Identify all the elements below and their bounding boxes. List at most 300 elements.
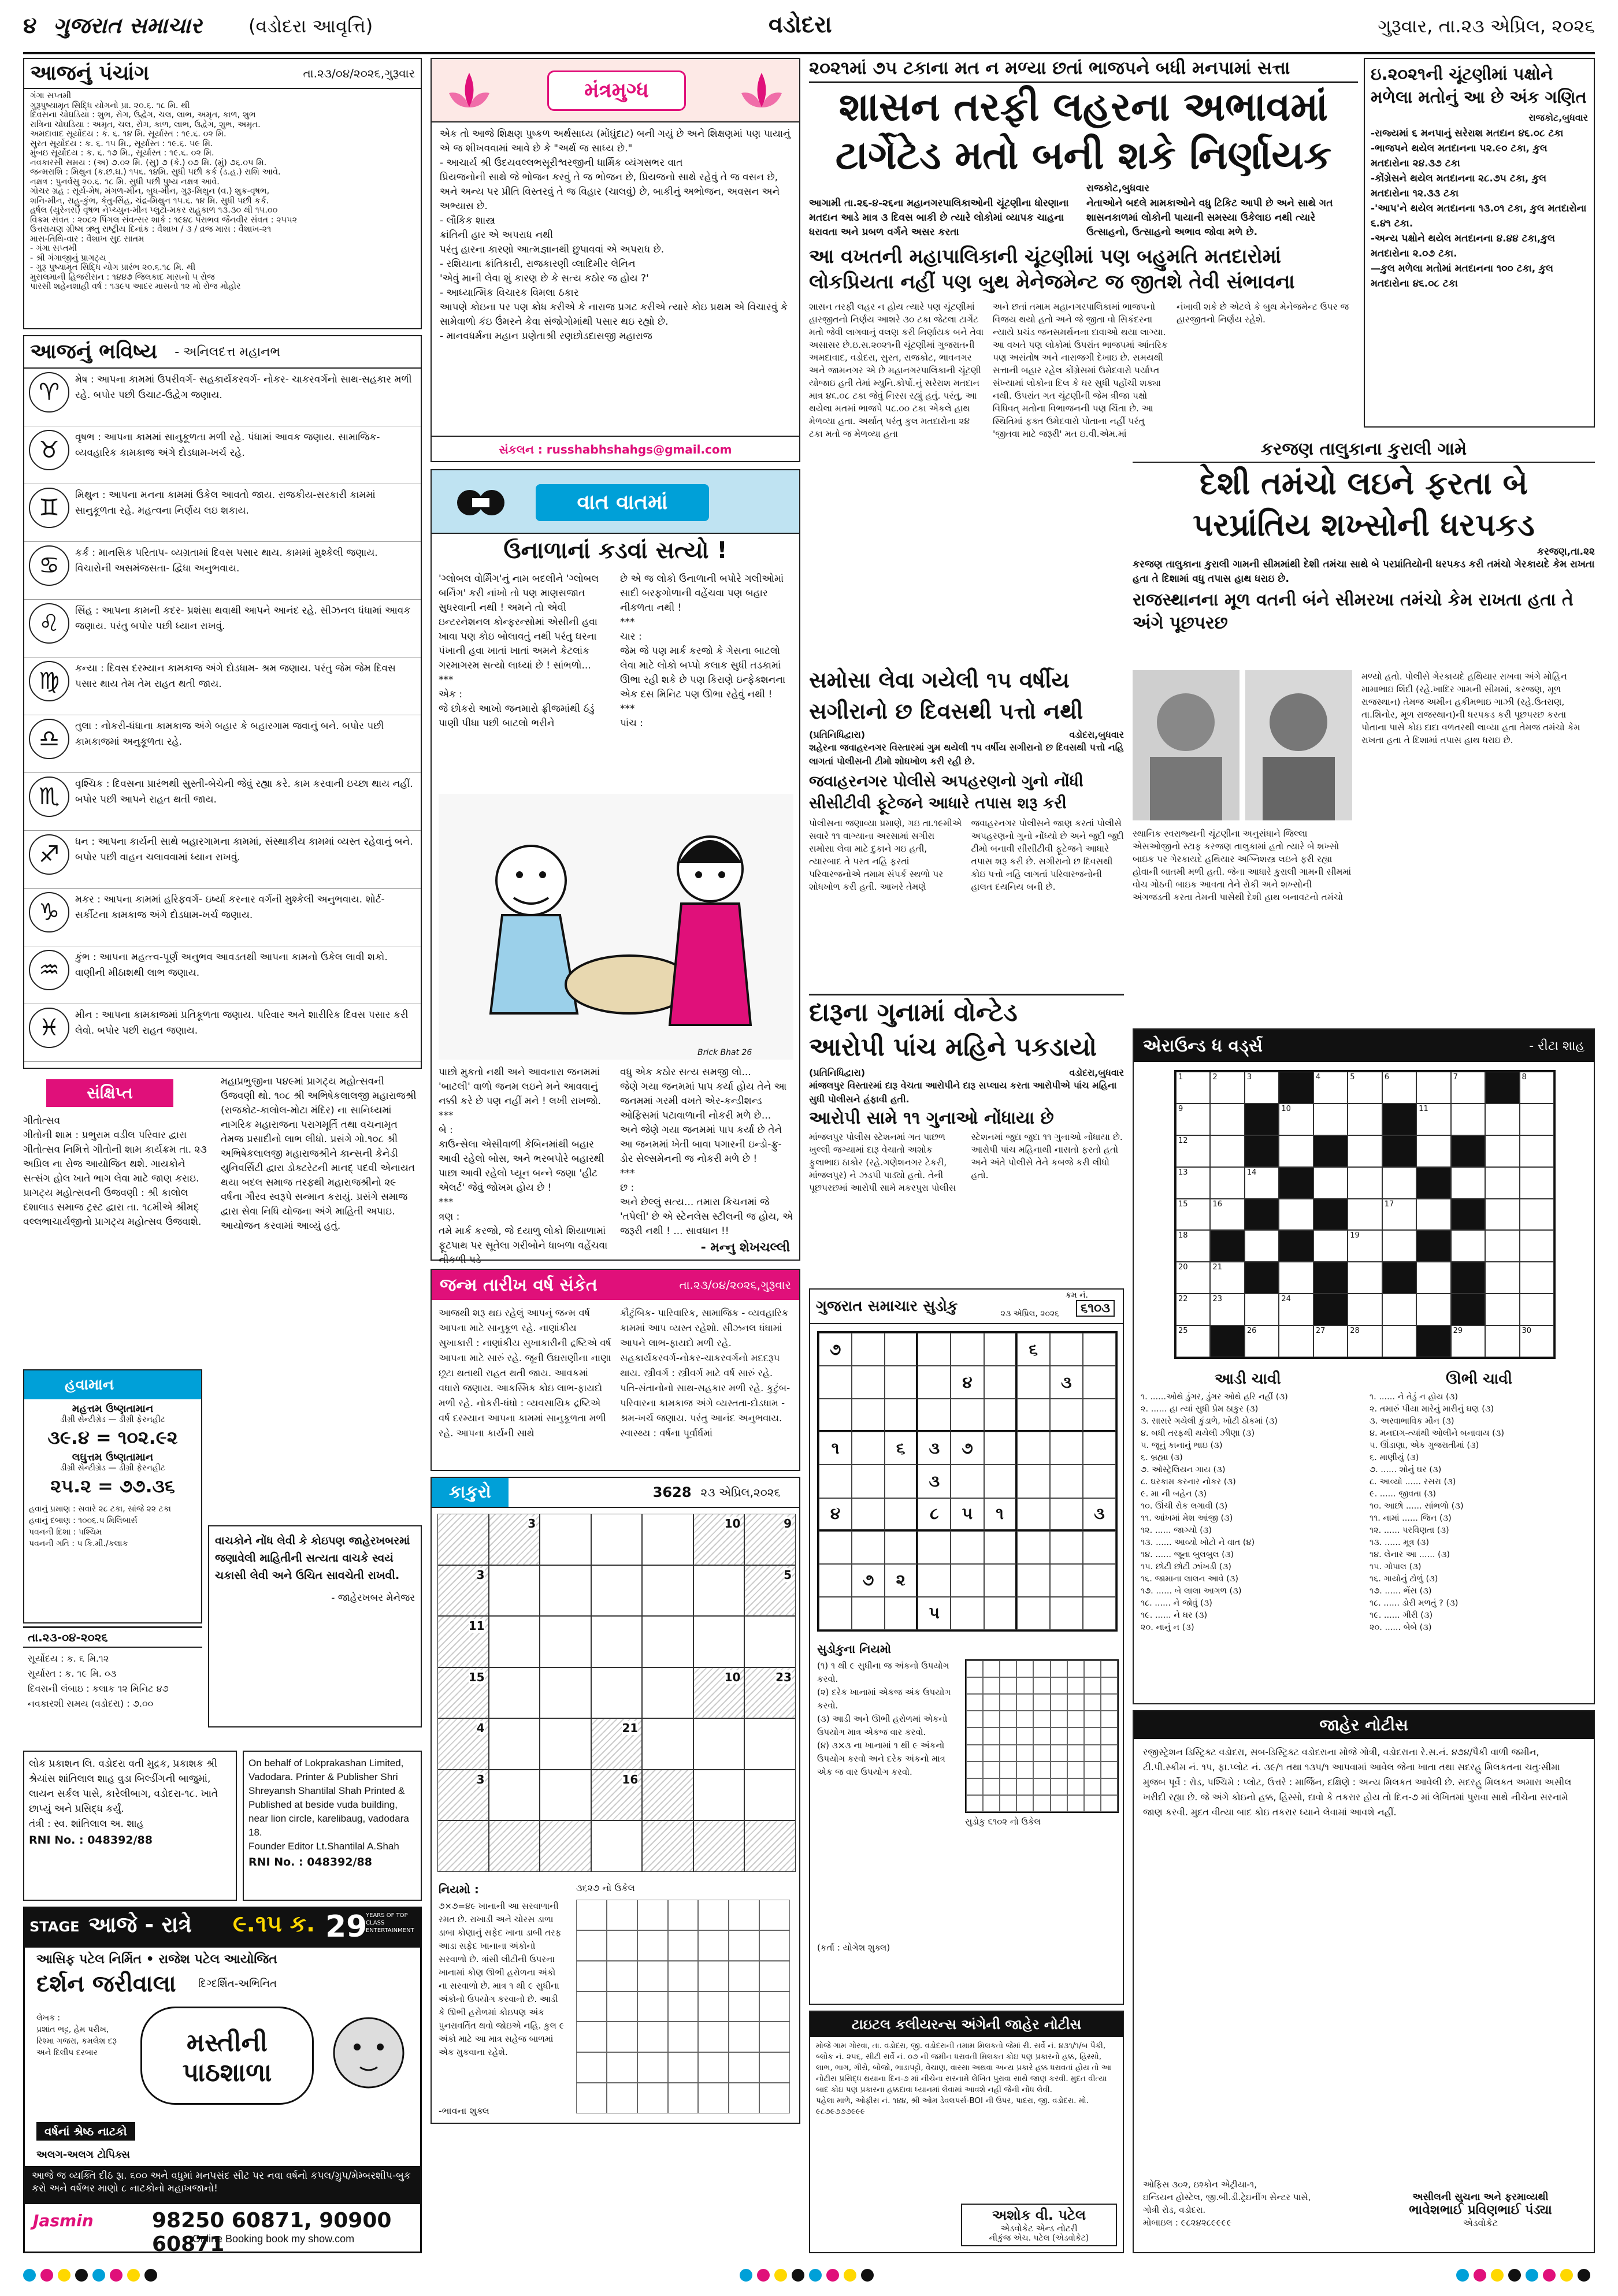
- kakuro-cell[interactable]: [540, 1770, 591, 1821]
- crossword-cell[interactable]: [1348, 1167, 1382, 1199]
- sudoku-cell[interactable]: [885, 1531, 918, 1564]
- crossword-cell[interactable]: [1348, 1294, 1382, 1325]
- kakuro-cell[interactable]: [744, 1616, 796, 1667]
- crossword-cell[interactable]: [1313, 1230, 1348, 1262]
- crossword-cell[interactable]: [1210, 1294, 1244, 1325]
- sudoku-cell[interactable]: [1050, 1333, 1083, 1366]
- crossword-cell[interactable]: [1485, 1167, 1519, 1199]
- kakuro-answer-cell: [698, 2052, 729, 2083]
- crossword-cell[interactable]: [1382, 1199, 1416, 1231]
- sudoku-cell[interactable]: [918, 1399, 951, 1432]
- sudoku-cell[interactable]: ૬: [1017, 1333, 1050, 1366]
- sudoku-cell[interactable]: [885, 1498, 918, 1531]
- kakuro-cell[interactable]: [540, 1514, 591, 1565]
- sudoku-cell[interactable]: [1083, 1531, 1116, 1564]
- crossword-cell[interactable]: [1245, 1325, 1279, 1357]
- sudoku-cell[interactable]: [984, 1465, 1017, 1498]
- sudoku-answer-cell: [983, 1711, 1000, 1727]
- crossword-cell[interactable]: [1416, 1325, 1450, 1357]
- crossword-cell[interactable]: [1416, 1199, 1450, 1231]
- sudoku-cell[interactable]: [852, 1465, 885, 1498]
- crossword-cell[interactable]: [1210, 1262, 1244, 1294]
- crossword-cell[interactable]: [1520, 1104, 1554, 1135]
- sudoku-answer-cell: [1033, 1762, 1050, 1778]
- crossword-cell[interactable]: [1176, 1199, 1210, 1231]
- sudoku-cell[interactable]: [984, 1531, 1017, 1564]
- sudoku-cell[interactable]: [1050, 1465, 1083, 1498]
- horoscope-item: [24, 484, 421, 542]
- kakuro-cell[interactable]: [437, 1770, 489, 1821]
- crossword-cell[interactable]: [1176, 1135, 1210, 1167]
- sudoku-cell[interactable]: [984, 1333, 1017, 1366]
- sudoku-title: ગુજરાત સમાચાર સુડોકુ: [816, 1297, 958, 1315]
- kakuro-cell[interactable]: [437, 1718, 489, 1770]
- sudoku-cell[interactable]: [1050, 1597, 1083, 1630]
- crossword-clue-number: 27: [1315, 1327, 1326, 1336]
- kakuro-cell[interactable]: [693, 1821, 745, 1872]
- kakuro-cell[interactable]: [489, 1718, 540, 1770]
- sudoku-answer-cell: [1084, 1660, 1101, 1677]
- kakuro-cell[interactable]: [591, 1514, 643, 1565]
- crossword-cell[interactable]: [1210, 1072, 1244, 1104]
- sudoku-cell[interactable]: [984, 1366, 1017, 1399]
- kakuro-cell[interactable]: [540, 1565, 591, 1617]
- sudoku-cell[interactable]: [918, 1531, 951, 1564]
- kakuro-grid[interactable]: [437, 1514, 796, 1872]
- crossword-cell[interactable]: [1382, 1135, 1416, 1167]
- accused-photo-2: [1245, 670, 1352, 820]
- sudoku-cell[interactable]: [984, 1564, 1017, 1597]
- sudoku-answer-cell: [1016, 1778, 1033, 1795]
- sudoku-cell[interactable]: ૩: [1050, 1366, 1083, 1399]
- crossword-cell[interactable]: [1416, 1230, 1450, 1262]
- sudoku-cell[interactable]: [852, 1432, 885, 1465]
- crossword-cell[interactable]: [1279, 1135, 1313, 1167]
- color-swatch: [110, 2269, 123, 2282]
- crossword-cell[interactable]: [1176, 1294, 1210, 1325]
- kakuro-cell[interactable]: [437, 1667, 489, 1719]
- kakuro-cell[interactable]: [642, 1514, 693, 1565]
- kakuro-cell[interactable]: [642, 1718, 693, 1770]
- sudoku-cell[interactable]: [1083, 1465, 1116, 1498]
- crossword-cell[interactable]: [1520, 1135, 1554, 1167]
- crossword-cell[interactable]: [1485, 1072, 1519, 1104]
- zodiac-icon: ♐: [29, 834, 69, 875]
- crossword-cell[interactable]: [1451, 1294, 1485, 1325]
- kakuro-cell[interactable]: [540, 1821, 591, 1872]
- crossword-cell[interactable]: [1451, 1230, 1485, 1262]
- sudoku-cell[interactable]: ૧: [984, 1498, 1017, 1531]
- crossword-cell[interactable]: [1176, 1230, 1210, 1262]
- crossword-cell[interactable]: [1279, 1230, 1313, 1262]
- kakuro-cell[interactable]: [642, 1821, 693, 1872]
- sudoku-answer-cell: [1016, 1711, 1033, 1727]
- crossword-clue-number: 9: [1178, 1104, 1183, 1113]
- crossword-cell[interactable]: [1313, 1072, 1348, 1104]
- sudoku-cell[interactable]: ૨: [885, 1564, 918, 1597]
- kakuro-answer-cell: [729, 2052, 759, 2083]
- sudoku-cell[interactable]: ૩: [1083, 1498, 1116, 1531]
- crossword-cell[interactable]: [1245, 1230, 1279, 1262]
- sudoku-cell[interactable]: ૪: [951, 1366, 984, 1399]
- sudoku-cell[interactable]: [1083, 1564, 1116, 1597]
- crossword-cell[interactable]: [1416, 1262, 1450, 1294]
- sudoku-rules-title: સુડોકુના નિયમો: [817, 1642, 891, 1656]
- title-clearance-notice: [809, 2011, 1124, 2253]
- crossword-cell[interactable]: [1520, 1230, 1554, 1262]
- crossword-cell[interactable]: [1279, 1262, 1313, 1294]
- sudoku-cell[interactable]: [852, 1597, 885, 1630]
- kakuro-cell[interactable]: [489, 1667, 540, 1719]
- sudoku-cell[interactable]: [819, 1564, 852, 1597]
- sudoku-cell[interactable]: [819, 1399, 852, 1432]
- sudoku-cell[interactable]: [951, 1531, 984, 1564]
- kakuro-cell[interactable]: [437, 1565, 489, 1617]
- sudoku-cell[interactable]: [1017, 1564, 1050, 1597]
- sudoku-cell[interactable]: [1083, 1366, 1116, 1399]
- crossword-cell[interactable]: [1313, 1199, 1348, 1231]
- kakuro-cell[interactable]: [591, 1718, 643, 1770]
- crossword-cell[interactable]: [1520, 1167, 1554, 1199]
- sudoku-answer-cell: [966, 1795, 983, 1812]
- horoscope-item: [24, 426, 421, 484]
- crossword-cell[interactable]: [1520, 1072, 1554, 1104]
- crossword-cell[interactable]: [1313, 1104, 1348, 1135]
- sudoku-cell[interactable]: [819, 1597, 852, 1630]
- crossword-cell[interactable]: [1348, 1104, 1382, 1135]
- crossword-cell[interactable]: [1279, 1199, 1313, 1231]
- sudoku-answer-cell: [1016, 1660, 1033, 1677]
- sudoku-cell[interactable]: [1083, 1597, 1116, 1630]
- kakuro-cell[interactable]: [693, 1514, 745, 1565]
- crossword-cell[interactable]: [1245, 1167, 1279, 1199]
- crossword-cell[interactable]: [1245, 1199, 1279, 1231]
- sudoku-answer-cell: [966, 1762, 983, 1778]
- crossword-cell[interactable]: [1382, 1325, 1416, 1357]
- sudoku-cell[interactable]: [885, 1366, 918, 1399]
- sudoku-cell[interactable]: [918, 1366, 951, 1399]
- sudoku-cell[interactable]: [819, 1531, 852, 1564]
- kakuro-cell[interactable]: [591, 1667, 643, 1719]
- weather-max-label: મહત્તમ ઉષ્ણતામાન: [72, 1403, 154, 1415]
- kakuro-cell[interactable]: [744, 1770, 796, 1821]
- crossword-cell[interactable]: [1485, 1294, 1519, 1325]
- crossword-cell[interactable]: [1485, 1199, 1519, 1231]
- sudoku-answer-cell: [1067, 1727, 1084, 1744]
- sudoku-cell[interactable]: [1017, 1597, 1050, 1630]
- kakuro-cell[interactable]: [591, 1565, 643, 1617]
- sudoku-cell[interactable]: ૭: [852, 1564, 885, 1597]
- crossword-cell[interactable]: [1485, 1262, 1519, 1294]
- birthday-col2: કૌટુંબિક- પારિવારિક, સામાજિક - વ્યવહારિક કામમાં આપ વ્યસ્ત રહેશો. સીઝનલ ધંધામાં આપને લાભ-ફાયદો મળી રહે. સહકાર્યકરવર્ગ-નોકર-ચાકરવર્ગનો મદદરૂપ થાય. સ્ત્રીવર્ગ : સ્ત્રીવર્ગ માટે વર્ષ સારું રહે. પતિ-સંતાનોનો સાથ-સહકાર મળી રહે. કુટુંબ-પરિવારના કામકાજ અંગે વ્યસ્તતા-દોડધામ - શ્રમ-ખર્ચ જણાય. પરંતુ આનંદ અનુભવાય. સ્વાસ્થ્ય : વર્ષના પૂર્વાર્ધમાં: [620, 1307, 791, 1439]
- sudoku-cell[interactable]: [1017, 1498, 1050, 1531]
- karjan-lead: કરજણ તાલુકાના કુરાલી ગામની સીમમાંથી દેશી તમંચા સાથે બે પરપ્રાંતિયોની ધરપકડ કરી તમંચો ગેરકાયદે કેમ રાખતા હતા તે દિશામાં વધુ તપાસ હાથ ધરાઇ છે.: [1133, 559, 1595, 585]
- crossword-cell[interactable]: [1279, 1072, 1313, 1104]
- kakuro-answer-cell: [698, 2083, 729, 2113]
- crossword-cell[interactable]: [1520, 1199, 1554, 1231]
- crossword-cell[interactable]: [1245, 1262, 1279, 1294]
- public-notice: [1133, 1710, 1595, 2253]
- crossword-cell[interactable]: [1348, 1199, 1382, 1231]
- kakuro-cell[interactable]: [489, 1770, 540, 1821]
- crossword-cell[interactable]: [1520, 1294, 1554, 1325]
- paper-logo: ગુજરાત સમાચાર: [53, 13, 202, 38]
- sudoku-cell[interactable]: [1050, 1399, 1083, 1432]
- sudoku-cell[interactable]: ૮: [918, 1498, 951, 1531]
- kakuro-cell[interactable]: [642, 1667, 693, 1719]
- color-swatch: [144, 2269, 157, 2282]
- sudoku-cell[interactable]: [885, 1597, 918, 1630]
- crossword-cell[interactable]: [1382, 1230, 1416, 1262]
- crossword-cell[interactable]: [1348, 1325, 1382, 1357]
- sudoku-cell[interactable]: [885, 1399, 918, 1432]
- crossword-cell[interactable]: [1348, 1072, 1382, 1104]
- vaat-col2: છે એ જ લોકો ઉનાળાની બપોરે ગલીઓમાં સાદી બરફગોળાની વહેંચવા પણ બહાર નીકળતા નથી ! *** ચાર : જેમ જે પણ માર્ક કરજો કે ગેસના બાટલો લેવા માટે લોકો બપ્પો કલાક સુધી તડકામાં ઊભા રહી શકે છે પણ કિરાણે ઇન્ફેક્શનના એક દસ મિનિટ પણ ઊભા રહેવું નથી ! *** પાંચ :: [620, 573, 786, 729]
- sudoku-cell[interactable]: [852, 1498, 885, 1531]
- sudoku-cell[interactable]: [951, 1564, 984, 1597]
- ad-lion-illustration: [325, 2007, 412, 2116]
- crossword-cell[interactable]: [1485, 1325, 1519, 1357]
- zodiac-icon: ♒: [29, 950, 69, 990]
- kakuro-cell[interactable]: [437, 1616, 489, 1667]
- kakuro-cell[interactable]: [693, 1770, 745, 1821]
- crossword-cell[interactable]: [1520, 1262, 1554, 1294]
- crossword-cell[interactable]: [1485, 1230, 1519, 1262]
- crossword-cell[interactable]: [1279, 1167, 1313, 1199]
- sudoku-cell[interactable]: [852, 1366, 885, 1399]
- crossword-cell[interactable]: [1382, 1294, 1416, 1325]
- sudoku-cell[interactable]: [984, 1399, 1017, 1432]
- sudoku-grid[interactable]: [817, 1331, 1118, 1632]
- crossword-cell[interactable]: [1416, 1135, 1450, 1167]
- kakuro-answer-cell: [729, 2022, 759, 2052]
- kakuro-cell[interactable]: [642, 1565, 693, 1617]
- crossword-grid[interactable]: [1174, 1070, 1556, 1359]
- ad-online: Online Booking book my show.com: [192, 2233, 355, 2245]
- lead-para-1: આગામી તા.૨૬-૪-૨૬ના મહાનગરપાલિકાઓની ચૂંટણીના ધોરણાના મતદાન આડે માત્ર ૩ દિવસ બાકી છે ત્યારે લોકોમાં વ્યાપક ચાહના ધરાવતા અને પ્રબળ વર્ગને અસર કરતા: [809, 198, 1069, 238]
- kakuro-answer-cell: [637, 2022, 668, 2052]
- crossword-cell[interactable]: [1279, 1325, 1313, 1357]
- sudoku-cell[interactable]: [918, 1333, 951, 1366]
- crossword-cell[interactable]: [1210, 1167, 1244, 1199]
- kakuro-cell[interactable]: [744, 1565, 796, 1617]
- sudoku-cell[interactable]: ૭: [819, 1333, 852, 1366]
- crossword-cell[interactable]: [1245, 1135, 1279, 1167]
- sudoku-cell[interactable]: [1017, 1465, 1050, 1498]
- crossword-cell[interactable]: [1416, 1294, 1450, 1325]
- sudoku-cell[interactable]: [1050, 1498, 1083, 1531]
- crossword-cell[interactable]: [1485, 1135, 1519, 1167]
- crossword-cell[interactable]: [1210, 1325, 1244, 1357]
- kakuro-cell[interactable]: [693, 1616, 745, 1667]
- sudoku-answer-label: સુડોકુ ૬૧૦૨ નો ઉકેલ: [965, 1816, 1041, 1827]
- sudoku-answer-cell: [1033, 1795, 1050, 1812]
- sudoku-cell[interactable]: [918, 1564, 951, 1597]
- kakuro-cell[interactable]: [540, 1667, 591, 1719]
- crossword-cell[interactable]: [1382, 1104, 1416, 1135]
- crossword-cell[interactable]: [1176, 1104, 1210, 1135]
- kakuro-answer-cell: [759, 2052, 790, 2083]
- crossword-cell[interactable]: [1451, 1262, 1485, 1294]
- crossword-cell[interactable]: [1210, 1199, 1244, 1231]
- crossword-cell[interactable]: [1279, 1294, 1313, 1325]
- sudoku-cell[interactable]: ૫: [918, 1597, 951, 1630]
- crossword-cell[interactable]: [1176, 1167, 1210, 1199]
- crossword-cell[interactable]: [1279, 1104, 1313, 1135]
- crossword-cell[interactable]: [1210, 1104, 1244, 1135]
- sudoku-answer-cell: [1033, 1711, 1050, 1727]
- crossword-cell[interactable]: [1313, 1262, 1348, 1294]
- sudoku-cell[interactable]: [852, 1399, 885, 1432]
- crossword-cell[interactable]: [1313, 1325, 1348, 1357]
- sudoku-cell[interactable]: [885, 1465, 918, 1498]
- sudoku-cell[interactable]: [984, 1597, 1017, 1630]
- crossword-cell[interactable]: [1210, 1135, 1244, 1167]
- daru-story: [809, 994, 1124, 1283]
- sudoku-answer-cell: [1067, 1745, 1084, 1762]
- sudoku-cell[interactable]: ૩: [918, 1432, 951, 1465]
- crossword-cell[interactable]: [1416, 1104, 1450, 1135]
- kakuro-cell[interactable]: [693, 1718, 745, 1770]
- crossword-cell[interactable]: [1451, 1167, 1485, 1199]
- crossword-cell[interactable]: [1176, 1072, 1210, 1104]
- kakuro-cell[interactable]: [591, 1770, 643, 1821]
- kakuro-cell[interactable]: [489, 1616, 540, 1667]
- crossword-cell[interactable]: [1313, 1135, 1348, 1167]
- crossword-cell[interactable]: [1313, 1167, 1348, 1199]
- sudoku-cell[interactable]: [1083, 1432, 1116, 1465]
- ad-play-title: મસ્તીની પાઠશાળા: [140, 2007, 314, 2105]
- sudoku-cell[interactable]: [1050, 1531, 1083, 1564]
- kakuro-cell[interactable]: [744, 1718, 796, 1770]
- stats-title: ઇ.૨૦૨૧ની ચૂંટણીમાં પક્ષોને મળેલા મતોનું આ છે અંક ગણિત: [1371, 64, 1587, 107]
- edition-label: (વડોદરા આવૃત્તિ): [248, 15, 373, 37]
- kakuro-cell[interactable]: [540, 1616, 591, 1667]
- sudoku-cell[interactable]: [1050, 1432, 1083, 1465]
- kakuro-answer-label: ૩૬૨૭ નો ઉકેલ: [576, 1882, 635, 1893]
- crossword-cell[interactable]: [1382, 1167, 1416, 1199]
- sudoku-cell[interactable]: [951, 1465, 984, 1498]
- sudoku-cell[interactable]: [852, 1333, 885, 1366]
- kakuro-cell[interactable]: [489, 1565, 540, 1617]
- ad-phones: 98250 60871, 90900 60871: [152, 2209, 392, 2256]
- sudoku-answer-cell: [1084, 1694, 1101, 1711]
- kakuro-cell[interactable]: [744, 1514, 796, 1565]
- crossword-cell[interactable]: [1313, 1294, 1348, 1325]
- kakuro-answer-cell: [607, 2022, 637, 2052]
- sudoku-cell[interactable]: [1083, 1333, 1116, 1366]
- sudoku-answer-cell: [966, 1745, 983, 1762]
- crossword-cell[interactable]: [1348, 1135, 1382, 1167]
- kakuro-cell[interactable]: [540, 1718, 591, 1770]
- crossword-cell[interactable]: [1348, 1230, 1382, 1262]
- kakuro-cell[interactable]: [591, 1616, 643, 1667]
- sudoku-answer-cell: [1101, 1660, 1118, 1677]
- crossword-cell[interactable]: [1485, 1104, 1519, 1135]
- crossword-cell[interactable]: [1416, 1167, 1450, 1199]
- sudoku-cell[interactable]: [984, 1432, 1017, 1465]
- kakuro-answer-cell: [637, 2083, 668, 2113]
- kakuro-cell[interactable]: [489, 1821, 540, 1872]
- kakuro-cell[interactable]: [744, 1667, 796, 1719]
- crossword-cell[interactable]: [1245, 1104, 1279, 1135]
- crossword-cell[interactable]: [1520, 1325, 1554, 1357]
- crossword-cell[interactable]: [1348, 1262, 1382, 1294]
- kakuro-cell[interactable]: [437, 1821, 489, 1872]
- kakuro-answer-cell: [668, 1900, 699, 1930]
- sudoku-cell[interactable]: [819, 1465, 852, 1498]
- sudoku-cell[interactable]: ૫: [951, 1498, 984, 1531]
- crossword-cell[interactable]: [1416, 1072, 1450, 1104]
- sudoku-cell[interactable]: ૩: [918, 1465, 951, 1498]
- horoscope-text: તુલા : નોકરી-ધંધાના કામકાજ અંગે બહાર કે બહારગામ જવાનું બને. બપોર પછી કામકાજમાં અનુકૂળતા રહે.: [75, 720, 384, 748]
- sudoku-cell[interactable]: [819, 1366, 852, 1399]
- crossword-cell[interactable]: [1245, 1072, 1279, 1104]
- sudoku-cell[interactable]: ૬: [885, 1432, 918, 1465]
- kakuro-answer-cell: [698, 1992, 729, 2022]
- kakuro-clue: 15: [468, 1670, 485, 1684]
- horoscope-title: આજનું ભવિષ્ય: [30, 340, 158, 363]
- ad-offer: આજે જ વ્યક્તિ દીઠ રૂા. ૬૦૦ અને વધુમાં મનપસંદ સીટ પર નવા વર્ષનો કપલ/ગ્રુપ/મેમ્બરશીપ-બુક કરો અને વર્ષભર માણો ૮ નાટકોનો મહાખજાનો!: [25, 2166, 420, 2204]
- kakuro-cell[interactable]: [642, 1770, 693, 1821]
- kakuro-cell[interactable]: [642, 1616, 693, 1667]
- sudoku-cell[interactable]: [951, 1333, 984, 1366]
- kakuro-date: ૨૩ એપ્રિલ,૨૦૨૬: [700, 1485, 781, 1499]
- sudoku-cell[interactable]: [852, 1531, 885, 1564]
- kakuro-answer-cell: [668, 2083, 699, 2113]
- kakuro-cell[interactable]: [744, 1821, 796, 1872]
- sudoku-answer-cell: [1084, 1711, 1101, 1727]
- sudoku-cell[interactable]: [951, 1399, 984, 1432]
- crossword-cell[interactable]: [1382, 1262, 1416, 1294]
- sudoku-cell[interactable]: [1017, 1531, 1050, 1564]
- kakuro-cell[interactable]: [489, 1514, 540, 1565]
- kakuro-answer-cell: [607, 1992, 637, 2022]
- kakuro-cell[interactable]: [591, 1821, 643, 1872]
- sudoku-cell[interactable]: ૭: [951, 1432, 984, 1465]
- kakuro-answer-cell: [576, 2052, 607, 2083]
- sudoku-cell[interactable]: [951, 1597, 984, 1630]
- kakuro-cell[interactable]: [437, 1514, 489, 1565]
- crossword-cell[interactable]: [1451, 1199, 1485, 1231]
- crossword-cell[interactable]: [1451, 1325, 1485, 1357]
- sudoku-cell[interactable]: ૧: [819, 1432, 852, 1465]
- crossword-cell[interactable]: [1451, 1072, 1485, 1104]
- crossword-cell[interactable]: [1176, 1325, 1210, 1357]
- sudoku-cell[interactable]: [1050, 1564, 1083, 1597]
- crossword-cell[interactable]: [1451, 1135, 1485, 1167]
- kakuro-cell[interactable]: [693, 1565, 745, 1617]
- sudoku-cell[interactable]: [1083, 1399, 1116, 1432]
- horoscope-item: [24, 715, 421, 773]
- sudoku-cell[interactable]: ૪: [819, 1498, 852, 1531]
- sudoku-cell[interactable]: [1017, 1366, 1050, 1399]
- crossword-cell[interactable]: [1245, 1294, 1279, 1325]
- horoscope-author: - અનિલદત્ત મહાનભ: [175, 344, 281, 359]
- karjan-body-left: સ્થાનિક સ્વરાજ્યની ચૂંટણીના અનુસંધાને જિલ્લા એસઓજીનો સ્ટાફ કરજણ તાલુકામાં હતો ત્યારે બે શખ્સો બાઇક પર ગેરકાયદે હથિયાર અગ્નિશસ્ત્ર લઇને ફરી રહ્યા હોવાની બાતમી મળી હતી. જેના આધારે કુરાલી ગામની સીમમાં વોચ ગોઠવી બાઇક આવતા તેને રોકી અને શખ્સોની અંગજડતી કરતા તેમની પાસેથી દેશી હાથ બનાવટનો તમંચો: [1133, 829, 1352, 902]
- crossword-cell[interactable]: [1382, 1072, 1416, 1104]
- crossword-cell[interactable]: [1176, 1262, 1210, 1294]
- sudoku-cell[interactable]: [1017, 1432, 1050, 1465]
- ad-award: વર્ષનાં શ્રેષ્ઠ નાટકો: [36, 2122, 135, 2141]
- daru-body: માંજલપુર પોલીસ સ્ટેશનમાં ગત પાછળ ખુલ્લી જગ્યામાં દારૂ વેચાતો અશોક ફુલાભાઇ ઠાકોર (રહે.ગણેશનગર ટેકરી, માંજલપુર) ને ઝડપી પાડ્યો હતો. તેની પૂછપરછમાં આરોપી સામે મકરપુરા પોલીસ સ્ટેશનમાં જુદા જુદા ૧૧ ગુનાઓ નોંધાયા છે. આરોપી પાંચ મહિનાથી નાસતો ફરતો હતો અને અંતે પોલીસે તેને કબજે કરી લીધો હતો.: [809, 1132, 1123, 1193]
- sudoku-cell[interactable]: [885, 1333, 918, 1366]
- kakuro-cell[interactable]: [693, 1667, 745, 1719]
- sudoku-cell[interactable]: [1017, 1399, 1050, 1432]
- sun-date: તા.૨૩-૦૪-૨૦૨૬: [23, 1628, 202, 1648]
- crossword-cell[interactable]: [1451, 1104, 1485, 1135]
- crossword-cell[interactable]: [1210, 1230, 1244, 1262]
